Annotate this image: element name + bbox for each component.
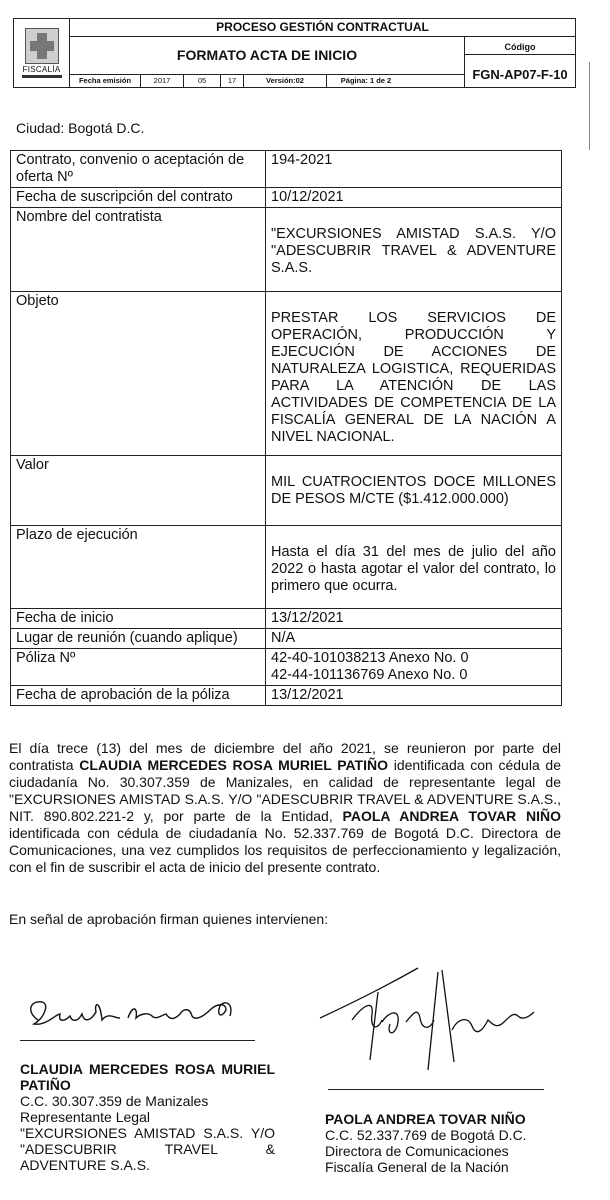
approval-text: En señal de aprobación firman quienes intervienen: [9, 911, 329, 927]
margin-line [589, 62, 590, 150]
meeting-place-value: N/A [266, 629, 562, 649]
paragraph-text-3: identificada con cédula de ciudadanía No. 52.337.769 de Bogotá D.C. Directora de Comunicaciones, una vez cumplidos los requisitos de perfeccionamiento y legalización, con el fin de suscribir el acta de inicio del presente contrato. [9, 825, 561, 875]
table-row [11, 649, 562, 686]
fiscalia-emblem-icon [25, 28, 59, 64]
paragraph-text-2: identificada con cédula de ciudadanía No. 30.307.359 de Manizales, en calidad de representante legal de "EXCURSIONES AMISTAD S.A.S. Y/O "ADESCUBRIR TRAVEL & ADVENTURE S.A.S., NIT. 890.802.221-2 y, por parte de la Entidad, [9, 757, 561, 824]
signatory-1-id: C.C. 30.307.359 de Manizales [20, 1093, 209, 1109]
table-row [11, 188, 562, 208]
table-row [11, 686, 562, 706]
policy-approval-value: 13/12/2021 [266, 686, 562, 706]
signing-date-label: Fecha de suscripción del contrato [11, 188, 266, 208]
signature-line-1 [20, 1040, 255, 1041]
entity-rep-name: PAOLA ANDREA TOVAR NIÑO [342, 808, 561, 824]
policy-cell [266, 649, 562, 686]
signatory-1-role: Representante Legal [20, 1109, 150, 1125]
document-header [13, 18, 576, 88]
code-value: FGN-AP07-F-10 [472, 66, 568, 82]
signature-1-icon [20, 992, 270, 1037]
meta-row [70, 74, 465, 87]
table-row [11, 609, 562, 629]
value-label: Valor [11, 456, 266, 526]
signatory-2-role: Directora de Comunicaciones [325, 1143, 509, 1159]
object-cell [266, 292, 562, 456]
contract-value: 194-2021 [266, 151, 562, 188]
body-paragraph [9, 740, 561, 876]
signatory-2-name: PAOLA ANDREA TOVAR NIÑO [325, 1111, 526, 1127]
table-row [11, 456, 562, 526]
table-row [11, 629, 562, 649]
paragraph-text-1: El día trece (13) del mes de diciembre del año 2021, se reunieron por parte del contratista [9, 740, 561, 773]
logo-underline [22, 75, 62, 78]
contract-table [10, 150, 562, 706]
emission-day: 17 [221, 75, 244, 87]
emission-label: Fecha emisión [70, 75, 141, 87]
code-cell [465, 36, 576, 88]
signature-2-icon [318, 960, 558, 1085]
fiscalia-logo [14, 28, 69, 78]
contractor-value: "EXCURSIONES AMISTAD S.A.S. Y/O "ADESCUBRIR TRAVEL & ADVENTURE S.A.S. [271, 226, 556, 276]
table-row [11, 208, 562, 292]
emission-month: 05 [184, 75, 221, 87]
value-value: MIL CUATROCIENTOS DOCE MILLONES DE PESOS M/CTE ($1.412.000.000) [271, 474, 556, 507]
signature-line-2 [328, 1089, 544, 1090]
emission-year: 2017 [141, 75, 184, 87]
meta-fields [70, 75, 464, 87]
version-label: Versión:02 [244, 75, 327, 87]
signatory-2-id: C.C. 52.337.769 de Bogotá D.C. [325, 1127, 527, 1143]
policy-line-1: 42-40-101038213 Anexo No. 0 [271, 650, 469, 666]
term-value: Hasta el día 31 del mes de julio del año 2022 o hasta agotar el valor del contrato, lo primero que ocurra. [271, 544, 556, 594]
process-title: PROCESO GESTIÓN CONTRACTUAL [70, 19, 576, 37]
contractor-rep-name: CLAUDIA MERCEDES ROSA MURIEL PATIÑO [79, 757, 389, 773]
object-value: PRESTAR LOS SERVICIOS DE OPERACIÓN, PRODUCCIÓN Y EJECUCIÓN DE ACCIONES DE NATURALEZA LOGISTICA, REQUERIDAS PARA LA ATENCIÓN DE LAS ACTIVIDADES DE COMPETENCIA DE LA FISCALÍA GENERAL DE LA NACIÓN A NIVEL NACIONAL. [271, 310, 556, 445]
start-date-label: Fecha de inicio [11, 609, 266, 629]
policy-approval-label: Fecha de aprobación de la póliza [11, 686, 266, 706]
code-label: Código [465, 42, 575, 55]
city-line: Ciudad: Bogotá D.C. [16, 120, 145, 136]
logo-text: FISCALÍA [22, 65, 61, 74]
policy-label: Póliza Nº [11, 649, 266, 686]
signatory-1-company: "EXCURSIONES AMISTAD S.A.S. Y/O "ADESCUBRIR TRAVEL & ADVENTURE S.A.S. [20, 1125, 275, 1173]
logo-cell [14, 19, 70, 88]
signatory-1-name: CLAUDIA MERCEDES ROSA MURIEL PATIÑO [20, 1061, 275, 1093]
page-label: Página: 1 de 2 [340, 75, 392, 85]
start-date-value: 13/12/2021 [266, 609, 562, 629]
table-row [11, 292, 562, 456]
table-row [11, 526, 562, 609]
contractor-label: Nombre del contratista [11, 208, 266, 292]
signatory-2-entity: Fiscalía General de la Nación [325, 1159, 509, 1175]
signatory-1-block [20, 1061, 275, 1173]
object-label: Objeto [11, 292, 266, 456]
table-row [11, 151, 562, 188]
term-cell [266, 526, 562, 609]
value-cell [266, 456, 562, 526]
signatory-2-block [325, 1111, 565, 1175]
term-label: Plazo de ejecución [11, 526, 266, 609]
meeting-place-label: Lugar de reunión (cuando aplique) [11, 629, 266, 649]
policy-line-2: 42-44-101136769 Anexo No. 0 [271, 667, 468, 683]
form-title: FORMATO ACTA DE INICIO [70, 36, 465, 74]
contractor-cell [266, 208, 562, 292]
signing-date-value: 10/12/2021 [266, 188, 562, 208]
contract-label: Contrato, convenio o aceptación de oferta Nº [11, 151, 266, 188]
